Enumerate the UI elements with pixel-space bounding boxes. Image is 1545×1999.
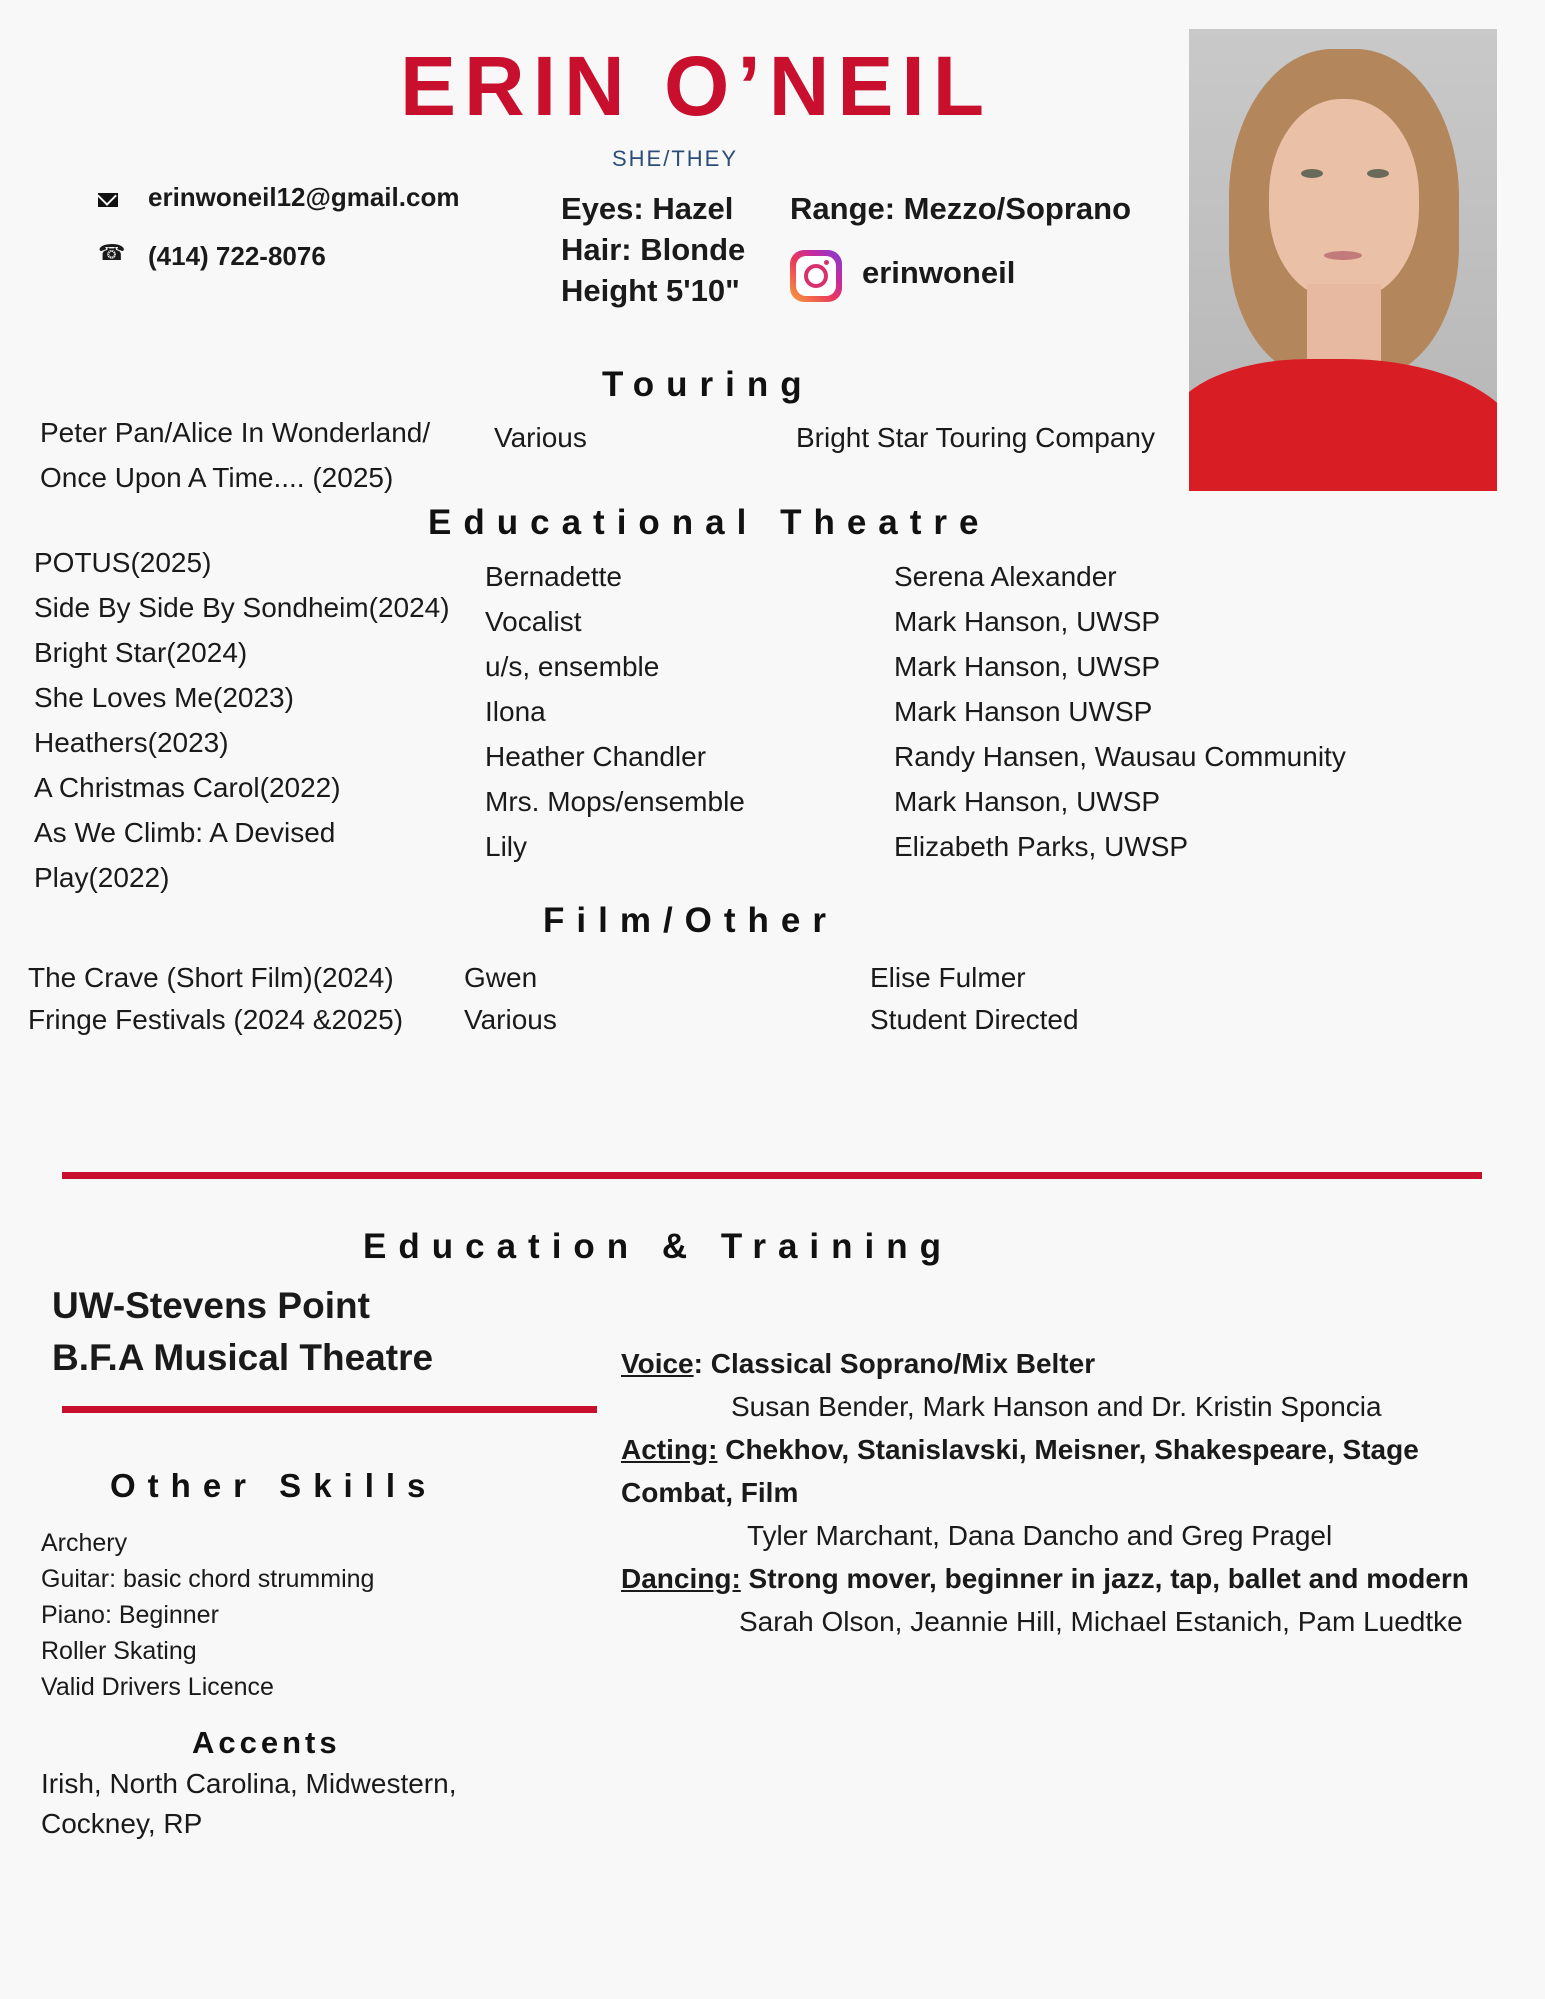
skills-list bbox=[41, 1525, 374, 1705]
list-item: Ilona bbox=[485, 696, 546, 727]
film-heading: Film/Other bbox=[543, 901, 839, 940]
list-item: u/s, ensemble bbox=[485, 651, 660, 682]
school: UW-Stevens Point bbox=[52, 1285, 370, 1326]
educational-heading: Educational Theatre bbox=[428, 503, 991, 542]
list-item: Valid Drivers Licence bbox=[41, 1673, 274, 1701]
acting-training: Acting: Chekhov, Stanislavski, Meisner, Shakespeare, Stage Combat, Film bbox=[621, 1434, 1419, 1508]
divider bbox=[62, 1406, 597, 1413]
list-item: She Loves Me(2023) bbox=[34, 682, 294, 713]
list-item: Lily bbox=[485, 831, 528, 862]
list-item: Mark Hanson UWSP bbox=[894, 696, 1153, 727]
email: erinwoneil12@gmail.com bbox=[148, 182, 460, 212]
list-item: Vocalist bbox=[485, 606, 582, 637]
list-item: Fringe Festivals (2024 &2025) bbox=[28, 1004, 404, 1035]
accents-list: Irish, North Carolina, Midwestern, Cockney, RP bbox=[41, 1768, 457, 1839]
envelope-icon bbox=[98, 193, 118, 207]
list-item: Student Directed bbox=[870, 1004, 1079, 1035]
phone: (414) 722-8076 bbox=[148, 241, 326, 271]
telephone-icon: ☎ bbox=[98, 240, 126, 265]
touring-role: Various bbox=[494, 422, 587, 453]
pronouns: SHE/THEY bbox=[612, 146, 739, 171]
voice-training: Voice: Classical Soprano/Mix Belter bbox=[621, 1348, 1096, 1379]
degree: B.F.A Musical Theatre bbox=[52, 1337, 434, 1378]
voice-teachers: Susan Bender, Mark Hanson and Dr. Kristin Sponcia bbox=[731, 1391, 1382, 1422]
list-item: Play(2022) bbox=[34, 862, 170, 893]
film-roles bbox=[464, 957, 557, 1041]
list-item: Elise Fulmer bbox=[870, 962, 1026, 993]
skills-heading: Other Skills bbox=[110, 1467, 438, 1504]
training-block bbox=[621, 1342, 1516, 1643]
list-item: POTUS(2025) bbox=[34, 547, 212, 578]
list-item: Mark Hanson, UWSP bbox=[894, 606, 1161, 637]
list-item: Side By Side By Sondheim(2024) bbox=[34, 592, 450, 623]
educational-directors bbox=[894, 554, 1346, 869]
list-item: Gwen bbox=[464, 962, 538, 993]
list-item: Roller Skating bbox=[41, 1637, 197, 1665]
eyes: Eyes: Hazel bbox=[561, 191, 734, 226]
list-item: Mark Hanson, UWSP bbox=[894, 786, 1161, 817]
accents-heading: Accents bbox=[192, 1725, 341, 1760]
touring-company: Bright Star Touring Company bbox=[796, 422, 1155, 453]
film-shows bbox=[28, 957, 403, 1041]
list-item: Bright Star(2024) bbox=[34, 637, 248, 668]
list-item: Mark Hanson, UWSP bbox=[894, 651, 1161, 682]
instagram-icon bbox=[790, 250, 842, 302]
dancing-training: Dancing: Strong mover, beginner in jazz, tap, ballet and modern bbox=[621, 1563, 1469, 1594]
list-item: The Crave (Short Film)(2024) bbox=[28, 962, 394, 993]
hair: Hair: Blonde bbox=[561, 232, 746, 267]
list-item: Mrs. Mops/ensemble bbox=[485, 786, 745, 817]
divider bbox=[62, 1172, 1482, 1179]
touring-heading: Touring bbox=[602, 365, 814, 404]
vocal-range: Range: Mezzo/Soprano bbox=[790, 191, 1132, 226]
height: Height 5'10" bbox=[561, 273, 740, 308]
touring-show: Peter Pan/Alice In Wonderland/ Once Upon A Time.... (2025) bbox=[40, 417, 431, 493]
list-item: Randy Hansen, Wausau Community bbox=[894, 741, 1346, 772]
educational-roles bbox=[485, 554, 745, 869]
list-item: Archery bbox=[41, 1529, 128, 1557]
list-item: Heather Chandler bbox=[485, 741, 707, 772]
list-item: Various bbox=[464, 1004, 557, 1035]
education-heading: Education & Training bbox=[363, 1227, 954, 1266]
list-item: Elizabeth Parks, UWSP bbox=[894, 831, 1189, 862]
list-item: Bernadette bbox=[485, 561, 622, 592]
instagram-handle: erinwoneil bbox=[862, 255, 1016, 290]
dancing-teachers: Sarah Olson, Jeannie Hill, Michael Estanich, Pam Luedtke bbox=[739, 1606, 1463, 1637]
headshot-photo bbox=[1189, 29, 1497, 491]
film-directors bbox=[870, 957, 1079, 1041]
name-heading: ERIN O’NEIL bbox=[400, 39, 993, 133]
acting-teachers: Tyler Marchant, Dana Dancho and Greg Pragel bbox=[747, 1520, 1333, 1551]
list-item: A Christmas Carol(2022) bbox=[34, 772, 341, 803]
list-item: Piano: Beginner bbox=[41, 1601, 219, 1629]
list-item: As We Climb: A Devised bbox=[34, 817, 336, 848]
educational-shows bbox=[34, 540, 450, 900]
list-item: Heathers(2023) bbox=[34, 727, 229, 758]
list-item: Guitar: basic chord strumming bbox=[41, 1565, 375, 1593]
list-item: Serena Alexander bbox=[894, 561, 1117, 592]
